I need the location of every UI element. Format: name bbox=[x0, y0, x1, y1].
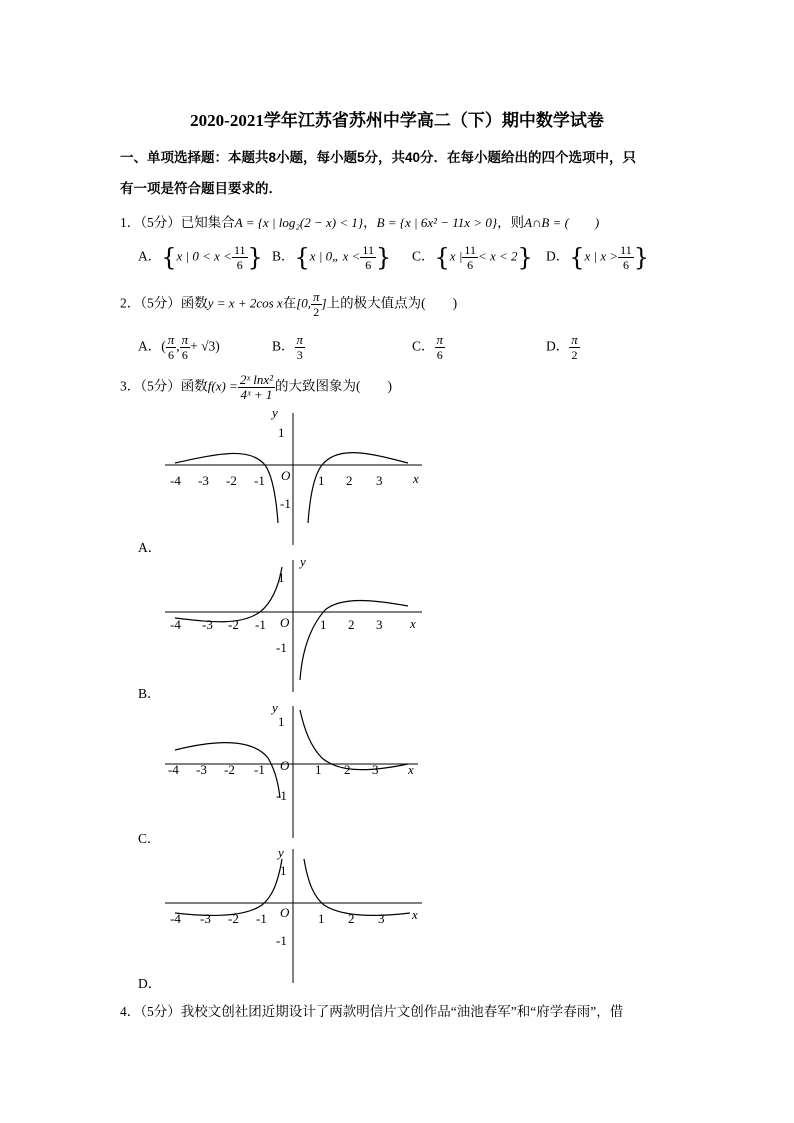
q3-option-b-label: B． bbox=[138, 686, 161, 701]
q2-option-c bbox=[412, 333, 445, 362]
q2-option-a-den1: 6 bbox=[168, 348, 174, 362]
q1-option-d-num: 11 bbox=[620, 243, 632, 257]
q3-option-a-label: A． bbox=[138, 540, 162, 555]
q1-option-b-den: 6 bbox=[365, 258, 372, 272]
q2-prefix: 2．（5分）函数 bbox=[120, 295, 208, 311]
q1-option-a-den: 6 bbox=[236, 258, 243, 272]
q1-option-c: C．{x | $\frac{11}{6}$ < x < 2} bbox=[412, 243, 533, 272]
q1-option-c-num: 11 bbox=[464, 243, 476, 257]
q3-func-den: 4ˣ + 1 bbox=[240, 387, 273, 402]
q3-graph-b-xtick: 3 bbox=[376, 617, 383, 632]
q3-graph-c-origin: O bbox=[280, 758, 290, 773]
q3-graph-a bbox=[160, 405, 430, 545]
q3-option-c-label: C． bbox=[138, 831, 161, 846]
q3-graph-d-xtick: -1 bbox=[256, 911, 267, 926]
q3-option-d-label: D． bbox=[138, 976, 162, 991]
q3-graph-b-xtick: -1 bbox=[255, 617, 266, 632]
q3-graph-c-xtick: -3 bbox=[196, 762, 207, 777]
q1-option-d-den: 6 bbox=[622, 258, 629, 272]
q3-graph-c bbox=[160, 698, 430, 838]
q3-graph-a-xtick: -2 bbox=[226, 473, 237, 488]
q1-option-c-label: C． bbox=[412, 248, 435, 264]
q1-option-c-text: x | bbox=[449, 248, 463, 264]
q3-graph-c-xtick: 2 bbox=[344, 762, 351, 777]
q2-option-a bbox=[138, 333, 220, 362]
q1-set-a: A = {x | log₂(2 − x) < 1} bbox=[234, 215, 364, 230]
q3-graph-d-xtick: 2 bbox=[348, 911, 355, 926]
q3-func-num: 2ˣ lnx² bbox=[239, 372, 274, 387]
q3-graph-b-xtick: -2 bbox=[228, 617, 239, 632]
q3-graph-a-ytick-1: 1 bbox=[278, 425, 285, 440]
q3-graph-a-y-label: y bbox=[272, 405, 278, 420]
q3-graph-d-xtick: 3 bbox=[378, 911, 385, 926]
q3-graph-a-xtick: -3 bbox=[198, 473, 209, 488]
q3-suffix: 的大致图象为( ) bbox=[275, 378, 393, 394]
q2-option-d bbox=[546, 333, 580, 362]
q3-graph-b-xtick: 2 bbox=[348, 617, 355, 632]
q3-graph-a-xtick: 2 bbox=[346, 473, 353, 488]
q2-interval-post: ] bbox=[321, 295, 327, 311]
q2-option-c-den: 6 bbox=[436, 348, 443, 362]
q2-option-a-tail: + √3) bbox=[190, 338, 220, 354]
section-heading-line1: 一、单项选择题：本题共8小题，每小题5分，共40分．在每小题给出的四个选项中，只 bbox=[120, 150, 637, 165]
q2-option-a-open: ( bbox=[161, 338, 166, 354]
q1-option-a-label: A． bbox=[138, 248, 162, 264]
q1-option-b: B．{x | 0„ x < $\frac{11}{6}$ } bbox=[272, 243, 392, 272]
q3-prefix: 3．（5分）函数 bbox=[120, 378, 208, 394]
q2-interval-num: π bbox=[313, 289, 320, 304]
q3-graph-d-ytick-m1: -1 bbox=[276, 933, 287, 948]
q1-ask: A∩B = ( ) bbox=[524, 215, 600, 230]
q1-comma: ， bbox=[363, 215, 377, 230]
q2-option-a-comma: , bbox=[176, 338, 180, 354]
q3-graph-d-xtick: -4 bbox=[170, 911, 181, 926]
q2-suffix: 上的极大值点为( ) bbox=[326, 295, 458, 311]
q3-graph-b bbox=[160, 552, 430, 692]
q3-graph-d-y-label: y bbox=[278, 845, 284, 860]
q3-graph-c-xtick: 3 bbox=[372, 762, 379, 777]
q1-option-a: A．{x | 0 < x < $\frac{11}{6}$ } bbox=[138, 243, 263, 272]
question-4: 4．（5分）我校文创社团近期设计了两款明信片文创作品“油池春军”和“府学春雨”，借 bbox=[120, 1004, 624, 1019]
q1-option-b-num: 11 bbox=[362, 243, 374, 257]
q2-option-a-label: A． bbox=[138, 338, 162, 354]
page-title: 2020-2021学年江苏省苏州中学高二（下）期中数学试卷 bbox=[190, 111, 604, 130]
q1-prefix: 1．（5分）已知集合 bbox=[120, 215, 235, 230]
q2-option-b-num: π bbox=[296, 332, 304, 347]
question-2 bbox=[120, 290, 457, 319]
q3-func-pre: f(x) = bbox=[207, 378, 238, 394]
q2-option-a-num2: π bbox=[181, 332, 189, 347]
q3-graph-a-xtick: 1 bbox=[318, 473, 325, 488]
q1-option-b-label: B． bbox=[272, 248, 295, 264]
q3-graph-d-xtick: -2 bbox=[228, 911, 239, 926]
q1-option-a-text: x | 0 < x < bbox=[176, 248, 232, 264]
q3-graph-c-y-label: y bbox=[272, 700, 278, 715]
q3-graph-d bbox=[160, 843, 430, 983]
q3-graph-d-x-label: x bbox=[412, 907, 418, 922]
q2-interval-pre: [0, bbox=[296, 295, 311, 311]
q1-option-b-text: x | 0„ x < bbox=[309, 248, 361, 264]
q3-graph-a-xtick: 3 bbox=[376, 473, 383, 488]
q2-option-b-label: B． bbox=[272, 338, 295, 354]
section-heading-line2: 有一项是符合题目要求的． bbox=[120, 181, 282, 196]
q3-graph-b-xtick: -3 bbox=[202, 617, 213, 632]
q3-graph-c-x-label: x bbox=[408, 762, 414, 777]
q3-graph-c-xtick: -4 bbox=[168, 762, 179, 777]
q3-graph-d-origin: O bbox=[280, 905, 290, 920]
q3-graph-c-xtick: -1 bbox=[254, 762, 265, 777]
q1-option-d-text: x | x > bbox=[584, 248, 619, 264]
q1-mid: ，则 bbox=[497, 215, 525, 230]
q1-option-c-post: < x < 2 bbox=[477, 248, 518, 264]
q3-graph-d-xtick: 1 bbox=[318, 911, 325, 926]
q1-option-d: D．{x | x > $\frac{11}{6}$ } bbox=[546, 243, 650, 272]
q3-graph-c-ytick-1: 1 bbox=[278, 714, 285, 729]
q3-graph-b-xtick: -4 bbox=[170, 617, 181, 632]
q3-graph-b-xtick: 1 bbox=[320, 617, 327, 632]
q3-graph-b-origin: O bbox=[280, 615, 290, 630]
q3-graph-a-xtick: -1 bbox=[254, 473, 265, 488]
q2-option-d-den: 2 bbox=[571, 348, 578, 362]
q3-graph-b-y-label: y bbox=[300, 554, 306, 569]
q2-function: y = x + 2cos x bbox=[207, 295, 283, 311]
q2-option-a-num1: π bbox=[167, 332, 175, 347]
q2-option-b bbox=[272, 333, 305, 362]
q2-in: 在 bbox=[282, 295, 297, 311]
q2-option-d-num: π bbox=[571, 332, 578, 347]
q1-option-c-den: 6 bbox=[467, 258, 474, 272]
q1-set-b: B = {x | 6x² − 11x > 0} bbox=[376, 215, 498, 230]
q2-interval-den: 2 bbox=[313, 305, 320, 319]
q2-option-c-num: π bbox=[436, 332, 444, 347]
q3-graph-c-xtick: -2 bbox=[224, 762, 235, 777]
q3-graph-a-xtick: -4 bbox=[170, 473, 181, 488]
q3-graph-d-xtick: -3 bbox=[200, 911, 211, 926]
q2-option-c-label: C． bbox=[412, 338, 435, 354]
q3-graph-c-ytick-m1: -1 bbox=[276, 788, 287, 803]
q2-option-b-den: 3 bbox=[296, 348, 303, 362]
q3-graph-a-origin: O bbox=[281, 468, 291, 483]
q3-graph-c-xtick: 1 bbox=[315, 762, 322, 777]
q3-graph-a-ytick-m1: -1 bbox=[280, 496, 291, 511]
q3-graph-b-x-label: x bbox=[410, 616, 416, 631]
q3-graph-a-x-label: x bbox=[413, 471, 419, 486]
q3-graph-b-ytick-m1: -1 bbox=[276, 640, 287, 655]
q2-option-a-den2: 6 bbox=[181, 348, 188, 362]
q1-option-d-label: D． bbox=[546, 248, 570, 264]
q1-option-a-num: 11 bbox=[233, 243, 246, 257]
q3-graph-d-ytick-1: 1 bbox=[280, 863, 287, 878]
q3-graph-b-ytick-1: 1 bbox=[278, 570, 285, 585]
question-3 bbox=[120, 373, 392, 402]
question-1 bbox=[120, 211, 599, 231]
q2-option-d-label: D． bbox=[546, 338, 570, 354]
